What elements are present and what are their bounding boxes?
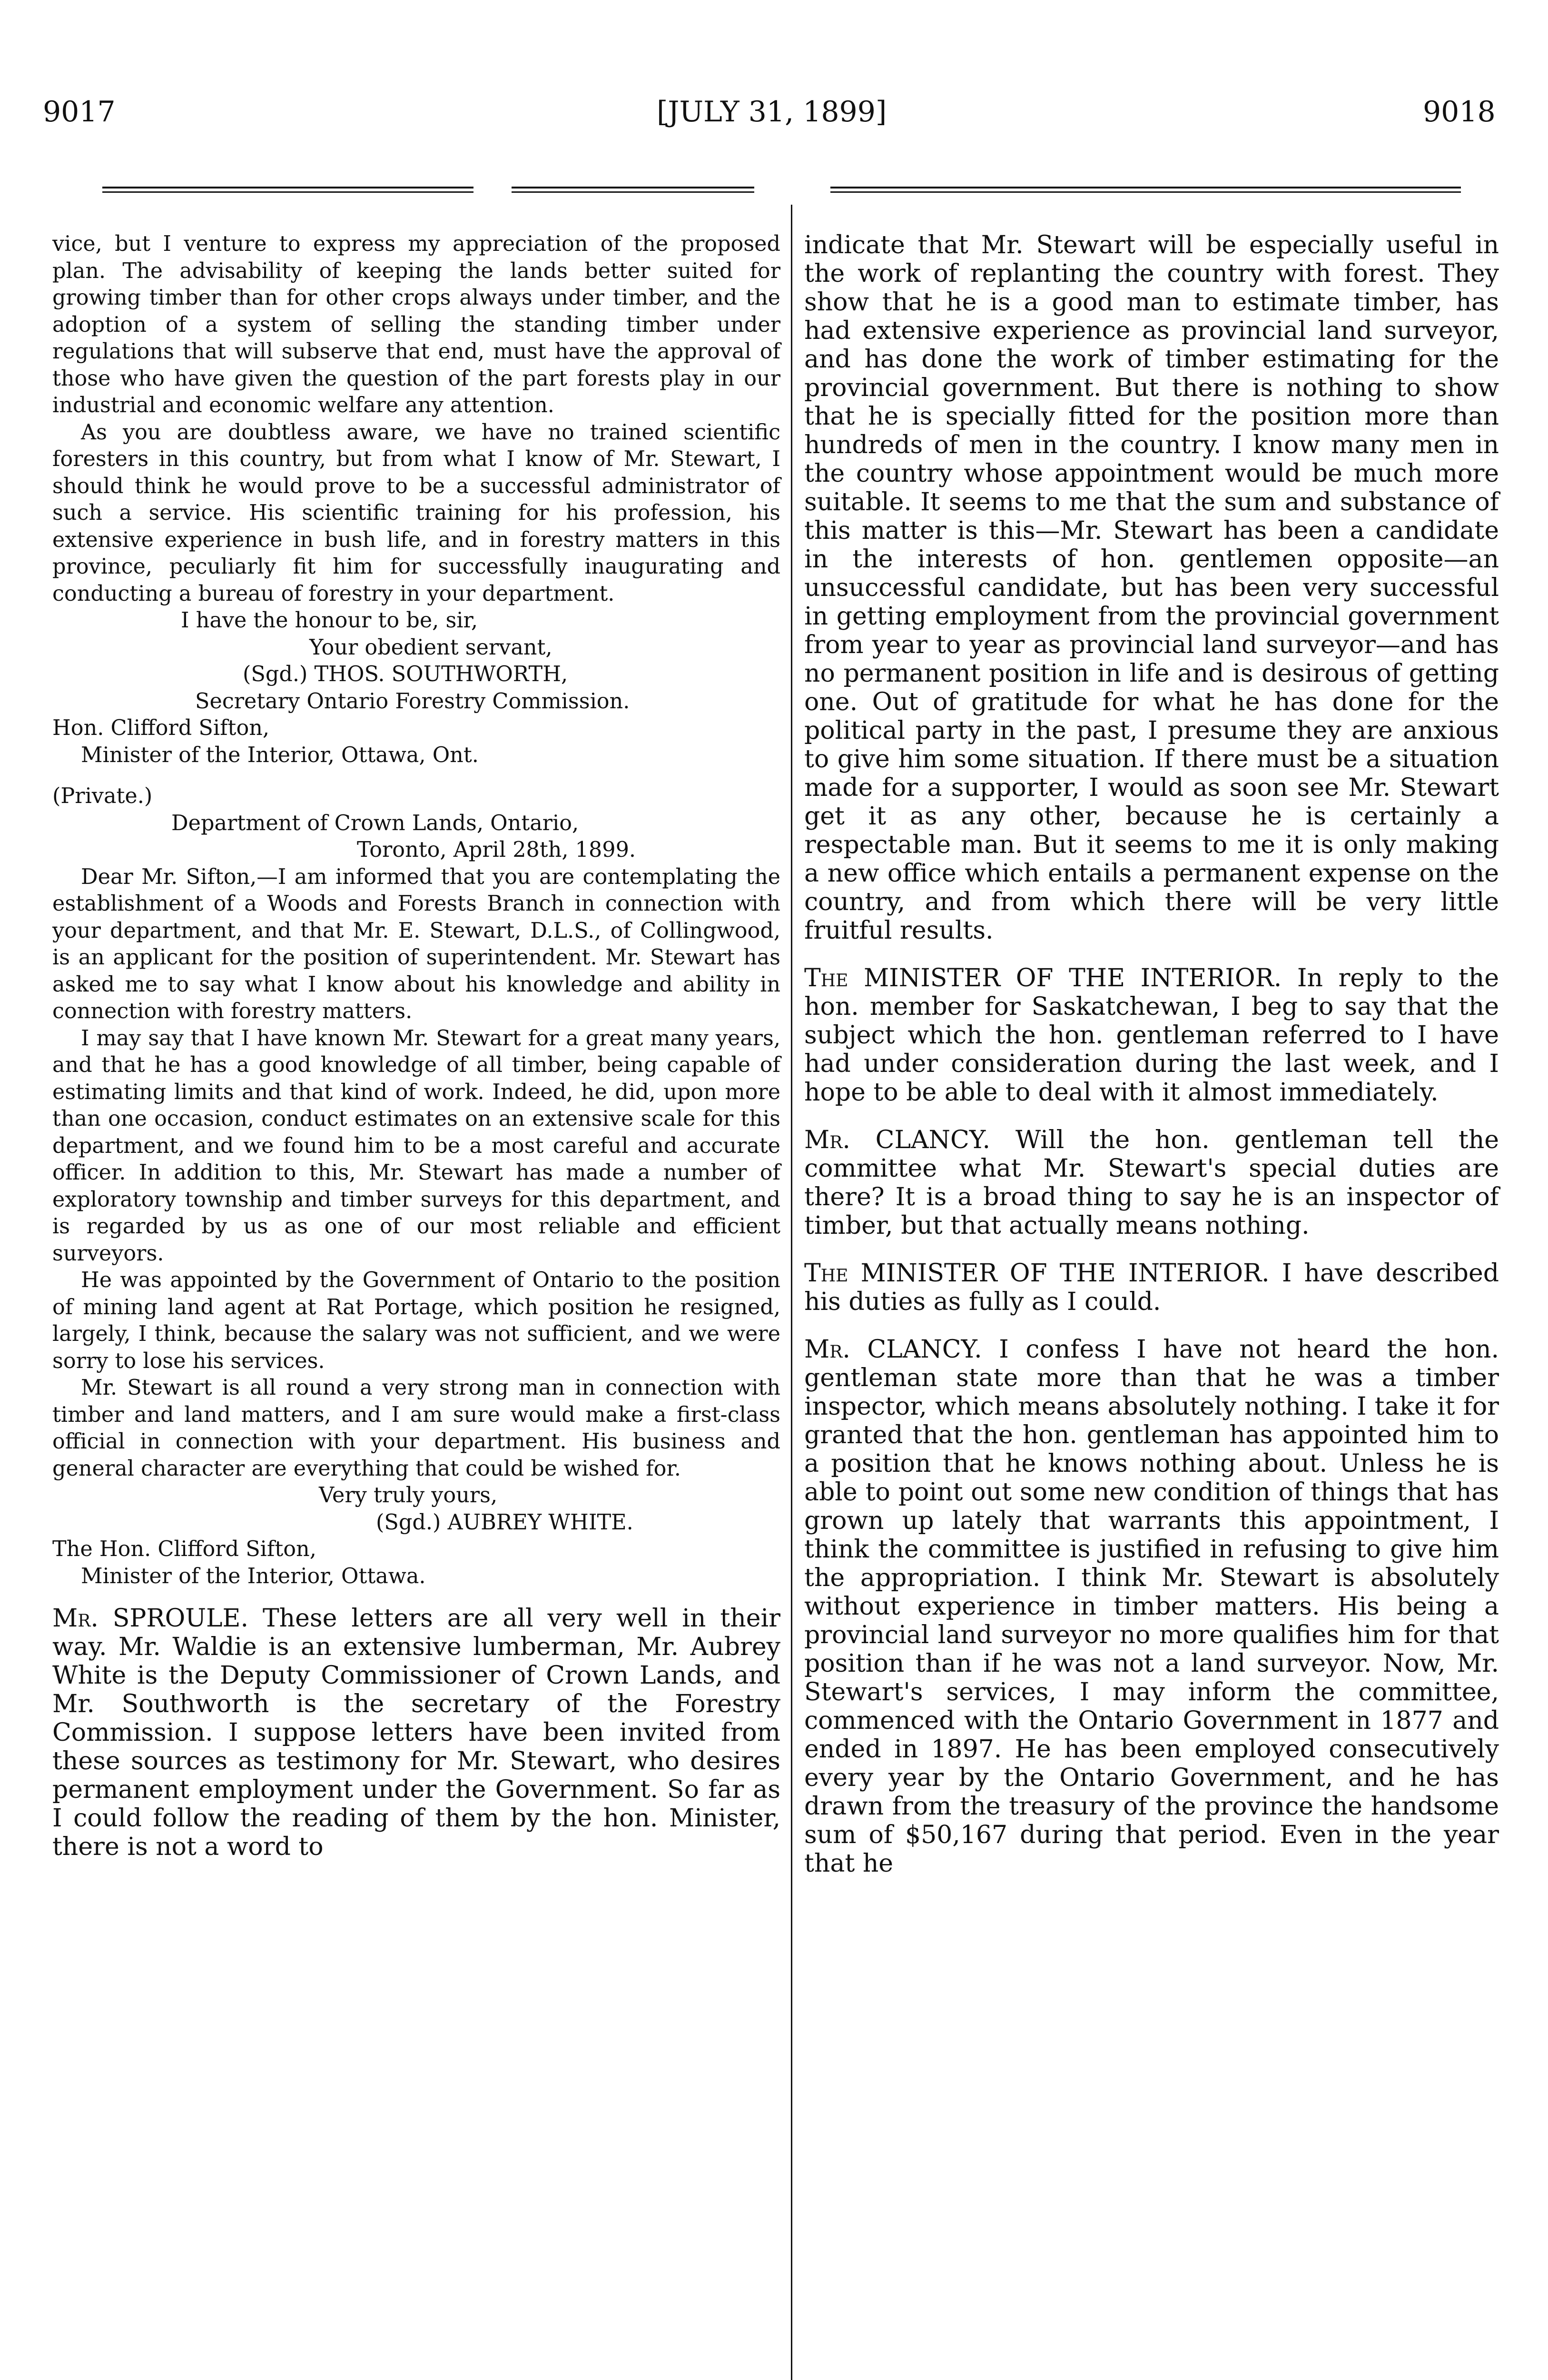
speaker-name: The MINISTER OF THE INTERIOR.	[804, 964, 1282, 992]
letter-date: Toronto, April 28th, 1899.	[357, 838, 636, 862]
letter-paragraph: As you are doubtless aware, we have no trained scientific foresters in this country, but from what I know of Mr. Stewart, I should think he would prove to be a successful administrator of such a service. His scientific training for his profession, his extensive experience in bush life, and in forestry matters in this province, peculiarly fit him for successfully inaugurating and conducting a bureau of forestry in your department.	[52, 420, 780, 606]
letter-closing: Your obedient servant,	[309, 635, 552, 660]
letter-signature: (Sgd.) THOS. SOUTHWORTH,	[243, 662, 568, 686]
speech-sproule	[52, 1604, 780, 1861]
speech-minister-1	[804, 964, 1499, 1107]
letter-addressee: The Hon. Clifford Sifton,	[52, 1537, 316, 1561]
letter-paragraph: Mr. Stewart is all round a very strong man in connection with timber and land matters, and I am sure would make a first-class official in connection with your department. His business and general character are everything that could be wished for.	[52, 1376, 780, 1481]
page-date: [JULY 31, 1899]	[657, 95, 887, 129]
letter-addressee: Minister of the Interior, Ottawa, Ont.	[81, 743, 479, 767]
letter-heading: Department of Crown Lands, Ontario,	[171, 811, 579, 835]
speech-text: I confess I have not heard the hon. gentleman state more than that he was a timber inspector, which means absolutely nothing. I take it for granted that the hon. gentleman has appointed him to a position that he knows nothing about. Unless he is able to point out some new condition of things that has grown up lately that warrants this appointment, I think the committee is justified in refusing to give him the appropriation. I think Mr. Stewart is absolutely without experience in timber matters. His being a provincial land surveyor no more qualifies him for that position than if he was not a land surveyor. Now, Mr. Stewart's services, I may inform the committee, commenced with the Ontario Government in 1877 and ended in 1897. He has been employed consecutively every year by the Ontario Government, and he has drawn from the treasury of the province the handsome sum of $50,167 during that period. Even in the year that he	[804, 1335, 1499, 1878]
page-header	[0, 95, 1548, 148]
header-rule	[512, 187, 754, 188]
speaker-name: Mr. CLANCY.	[804, 1335, 982, 1364]
left-column	[52, 231, 780, 1861]
right-column	[804, 231, 1499, 1878]
speech-clancy-2	[804, 1335, 1499, 1878]
letter-block	[52, 231, 780, 1590]
speaker-name: Mr. CLANCY.	[804, 1126, 990, 1154]
header-rule	[102, 187, 473, 188]
speech-minister-2	[804, 1259, 1499, 1316]
letter-paragraph: Dear Mr. Sifton,—I am informed that you are contemplating the establishment of a Woods and Forests Branch in connection with your department, and that Mr. E. Stewart, D.L.S., of Collingwood, is an applicant for the position of superintendent. Mr. Stewart has asked me to say what I know about his knowledge and ability in connection with forestry matters.	[52, 864, 780, 1023]
page-number-left: 9017	[43, 95, 116, 129]
header-rule	[102, 191, 473, 193]
letter-signature: (Sgd.) AUBREY WHITE.	[376, 1510, 633, 1535]
header-rule	[830, 187, 1461, 188]
speech-clancy-1	[804, 1126, 1499, 1240]
speech-text: These letters are all very well in their way. Mr. Waldie is an extensive lumberman, Mr. Aubrey White is the Deputy Commissioner of Crown Lands, and Mr. Southworth is the secretary of the Forestry Commission. I suppose letters have been invited from these sources as testimony for Mr. Stewart, who desires permanent employment under the Government. So far as I could follow the reading of them by the hon. Minister, there is not a word to	[52, 1604, 780, 1861]
speech-text: I have described his duties as fully as I could.	[804, 1259, 1499, 1316]
letter-paragraph: I may say that I have known Mr. Stewart for a great many years, and that he has a good knowledge of all timber, being capable of estimating limits and that kind of work. Indeed, he did, upon more than one occasion, conduct estimates on an extensive scale for this department, and we found him to be a most careful and accurate officer. In addition to this, Mr. Stewart has made a number of exploratory township and timber surveys for this department, and is regarded by us as one of our most reliable and efficient surveyors.	[52, 1026, 780, 1266]
speaker-name: Mr. SPROULE.	[52, 1604, 249, 1633]
header-rule	[512, 191, 754, 193]
letter-closing: Very truly yours,	[319, 1483, 498, 1507]
speech-continued	[804, 231, 1499, 945]
letter-marking: (Private.)	[52, 784, 153, 808]
header-rule	[830, 191, 1461, 193]
letter-paragraph: vice, but I venture to express my appreciation of the proposed plan. The advisability of keeping the lands better suited for growing timber than for other crops always under timber, and the adoption of a system of selling the standing timber under regulations that will subserve that end, must have the approval of those who have given the question of the part forests play in our industrial and economic welfare any attention.	[52, 232, 780, 417]
letter-closing: I have the honour to be, sir,	[181, 608, 478, 633]
letter-addressee: Hon. Clifford Sifton,	[52, 716, 270, 740]
letter-signature-title: Secretary Ontario Forestry Commission.	[195, 689, 630, 714]
letter-paragraph: He was appointed by the Government of Ontario to the position of mining land agent at Rat Portage, which position he resigned, largely, I think, because the salary was not sufficient, and we were sorry to lose his services.	[52, 1268, 780, 1373]
page-number-right: 9018	[1423, 95, 1496, 129]
speaker-name: The MINISTER OF THE INTERIOR.	[804, 1259, 1270, 1288]
speech-text: indicate that Mr. Stewart will be especially useful in the work of replanting the country with forest. They show that he is a good man to estimate timber, has had extensive experience as provincial land surveyor, and has done the work of timber estimating for the provincial government. But there is nothing to show that he is specially fitted for the position more than hundreds of men in the country. I know many men in the country whose appointment would be much more suitable. It seems to me that the sum and substance of this matter is this—Mr. Stewart has been a candidate in the interests of hon. gentlemen opposite—an unsuccessful candidate, but has been very successful in getting employment from the provincial government from year to year as provincial land surveyor—and has no permanent position in life and is desirous of getting one. Out of gratitude for what he has done for the political party in the past, I presume they are anxious to give him some situation. If there must be a situation made for a supporter, I would as soon see Mr. Stewart get it as any other, because he is certainly a respectable man. But it seems to me it is only making a new office which entails a permanent expense on the country, and from which there will be very little fruitful results.	[804, 231, 1499, 945]
speech-text: In reply to the hon. member for Saskatchewan, I beg to say that the subject which the hon. gentleman referred to I have had under consideration during the last week, and I hope to be able to deal with it almost immediately.	[804, 964, 1499, 1107]
column-divider	[791, 205, 792, 2380]
speech-text: Will the hon. gentleman tell the committee what Mr. Stewart's special duties are there? It is a broad thing to say he is an inspector of timber, but that actually means nothing.	[804, 1126, 1499, 1240]
letter-addressee: Minister of the Interior, Ottawa.	[81, 1564, 426, 1588]
